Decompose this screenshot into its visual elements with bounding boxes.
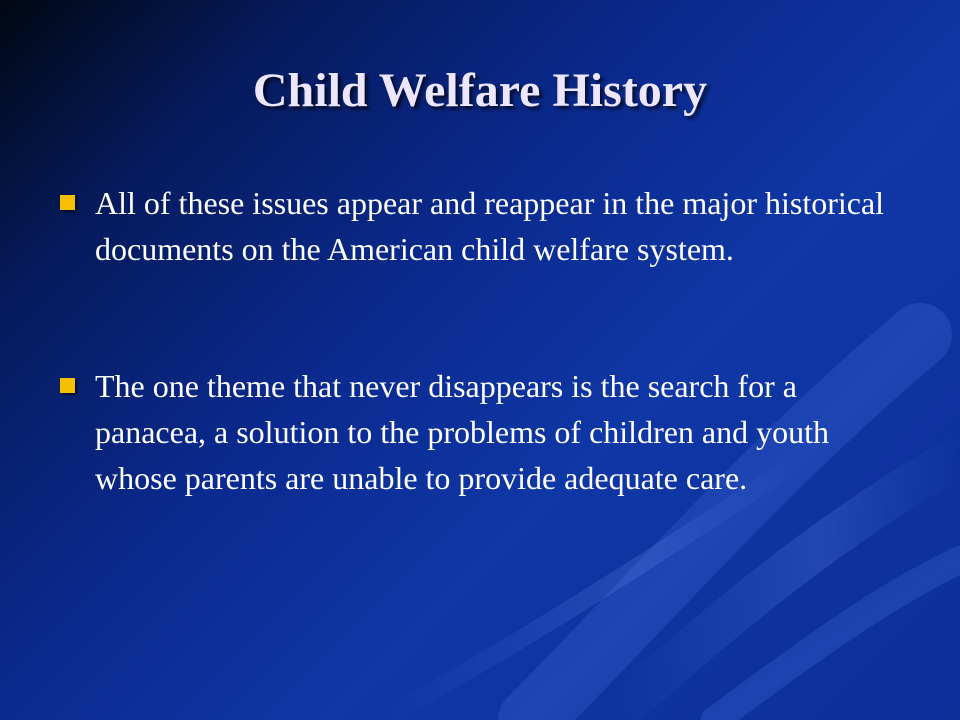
bullet-list	[60, 180, 910, 501]
square-bullet-icon	[60, 195, 75, 210]
slide-title: Child Welfare History	[252, 64, 708, 117]
square-bullet-icon	[60, 378, 75, 393]
bullet-text: The one theme that never disappears is the search for a panacea, a solution to the problems of children and youth whose parents are unable to provide adequate care.	[95, 368, 830, 496]
bullet-text: All of these issues appear and reappear in the major historical documents on the American child welfare system.	[95, 185, 885, 267]
bullet-item	[60, 180, 910, 272]
bullet-item	[60, 363, 910, 501]
